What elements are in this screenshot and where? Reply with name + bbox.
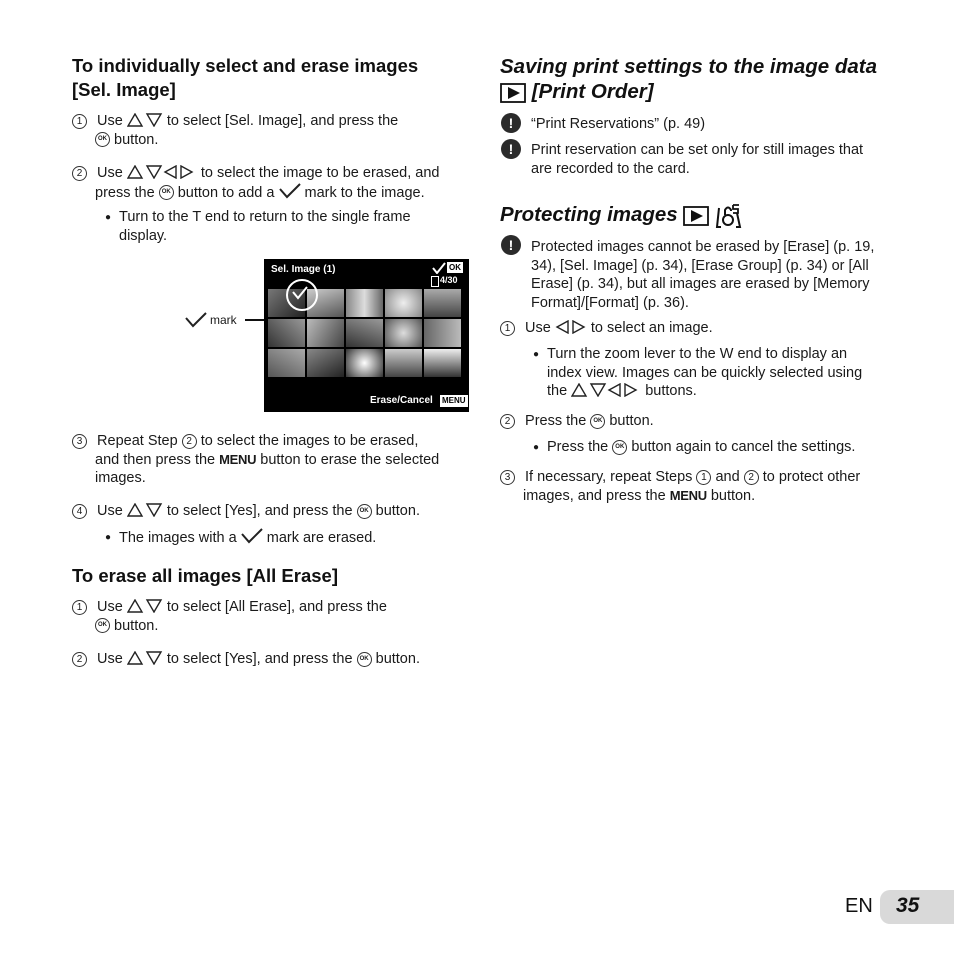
ok-badge: OK [449,263,461,272]
up-down-arrows-icon [127,651,163,665]
section-title-sel-image [72,54,418,102]
step-text: images. [95,470,146,486]
thumbnail[interactable] [385,349,422,377]
step-text: button. [375,503,420,519]
thumbnail[interactable] [385,319,422,347]
ok-button-icon: OK [590,414,605,429]
step-reference: 2 [744,470,759,485]
camera-screen [264,259,469,412]
note-text: “Print Reservations” (p. 49) [531,116,706,132]
ok-button-icon: OK [357,504,372,519]
title-line-2: [Sel. Image] [72,79,176,100]
step-text: Repeat Step [97,433,178,449]
title-line-1: To individually select and erase images [72,55,419,76]
thumbnail[interactable] [346,319,383,347]
title-text: Protecting images [500,203,678,226]
step-text: If necessary, repeat Steps [525,469,693,485]
note-line: Print reservation can be set only for still images that [531,142,864,158]
caution-icon: ! [501,139,521,159]
step-text: to select the images to be erased, [200,433,419,449]
ok-button-icon: OK [95,618,110,633]
bullet-item [105,528,475,548]
step-number: 1 [72,600,87,615]
bullet-icon: ● [533,349,540,360]
thumbnail[interactable] [346,289,383,317]
step-text: button. [609,413,654,429]
four-way-arrows-icon [571,383,641,397]
step-1 [72,598,472,635]
title-text: [Print Order] [531,80,654,103]
step-reference: 1 [696,470,711,485]
play-icon [500,83,526,103]
step-2 [72,164,472,202]
step-number: 1 [500,321,515,336]
step-2 [72,650,472,669]
bullet-text: button again to cancel the settings. [631,439,856,455]
screen-footer: Erase/Cancel [370,395,433,406]
step-text: Use [97,651,123,667]
menu-button-label: MENU [219,451,257,467]
thumbnail[interactable] [307,319,344,347]
section-title-protect [500,202,743,229]
step-text: to protect other [762,469,861,485]
language-label: EN [845,895,873,917]
step-text: Use [525,320,551,336]
step-text: button. [114,131,159,148]
play-icon [683,206,709,226]
bullet-text: mark are erased. [266,530,377,546]
caution-icon: ! [501,235,521,255]
thumbnail[interactable] [424,349,461,377]
bullet-icon: ● [105,212,112,223]
bullet-item [533,438,903,457]
protect-icon [715,203,743,229]
bullet-text: buttons. [645,383,697,399]
ok-button-icon: OK [612,440,627,455]
step-text: to select [All Erase], and press the [166,599,387,615]
bullet-text: Turn the zoom lever to the W end to display an [547,346,848,362]
step-text: Press the [525,413,587,429]
bullet-line [547,382,903,401]
bullet-item [533,345,903,401]
thumbnail[interactable] [268,349,305,377]
up-down-arrows-icon [127,599,163,613]
left-right-arrows-icon [555,320,587,334]
thumbnail[interactable] [307,349,344,377]
thumbnail[interactable] [424,289,461,317]
section-title-print-order [500,54,920,104]
ok-button-icon: OK [159,185,174,200]
thumbnail[interactable] [346,349,383,377]
bullet-item [105,208,475,245]
mark-label: mark [210,313,237,327]
note-line: Erase] (p. 34), but all images are erased by [Memory [531,276,870,292]
note-line: Protected images cannot be erased by [Erase] (p. 19, [531,239,875,255]
bullet-text: Turn to the T end to return to the single frame [119,209,411,225]
step-number: 1 [72,114,87,129]
thumbnail[interactable] [385,289,422,317]
step-text: mark to the image. [304,184,425,201]
up-down-arrows-icon [127,113,163,127]
note-text [531,141,911,178]
step-4 [72,502,472,521]
section-title-all-erase: To erase all images [All Erase] [72,565,338,586]
thumbnail[interactable] [268,319,305,347]
caution-icon: ! [501,113,521,133]
step-number: 2 [72,166,87,181]
step-text: press the [95,184,155,201]
step-text: and [715,469,740,485]
frame-counter: 4/30 [440,275,458,285]
check-mark-icon [241,528,263,544]
step-1 [72,112,472,149]
four-way-arrows-icon [127,165,197,179]
step-number: 2 [500,414,515,429]
step-text: button. [114,617,159,634]
step-text: button to erase the selected [260,451,440,468]
bullet-text: the [547,383,568,399]
up-down-arrows-icon [127,503,163,517]
step-2 [500,412,900,431]
ok-button-icon: OK [357,652,372,667]
step-reference: 2 [182,434,197,449]
step-text: button. [375,651,420,667]
note-text [531,238,911,312]
step-text: images, and press the [523,487,666,504]
note-line: Format]/[Format] (p. 36). [531,294,689,311]
step-3 [72,432,472,488]
step-text: Use [97,599,123,615]
bullet-text: Press the [547,439,609,455]
step-text: to select [Sel. Image], and press the [166,113,399,129]
step-1 [500,319,900,338]
step-number: 2 [72,652,87,667]
step-text: to select the image to be erased, and [200,165,440,181]
step-text: button. [710,487,756,504]
bullet-icon: ● [533,442,540,453]
check-mark-icon [432,262,446,274]
step-number: 4 [72,504,87,519]
step-text: to select [Yes], and press the [166,651,353,667]
note-line: are recorded to the card. [531,160,690,177]
menu-badge: MENU [442,396,466,405]
bullet-text: The images with a [119,530,237,546]
title-line-2 [500,79,920,104]
step-text: button to add a [177,184,275,201]
step-text: Use [97,165,123,181]
note-line: 34), [Sel. Image] (p. 34), [Erase Group] (p. 34) or [All [531,257,869,274]
bullet-icon: ● [105,532,112,543]
step-text: to select an image. [590,320,713,336]
step-text: to select [Yes], and press the [166,503,353,519]
check-mark-icon [185,312,207,328]
bullet-text: index view. Images can be quickly selected using [547,364,863,381]
ok-button-icon: OK [95,132,110,147]
step-text: and then press the [95,451,216,468]
title-line-1: Saving print settings to the image data [500,55,878,78]
step-text: Use [97,503,123,519]
thumbnail[interactable] [424,319,461,347]
check-mark-icon [279,183,301,199]
step-number: 3 [500,470,515,485]
menu-button-label: MENU [669,487,707,503]
bullet-text: display. [119,227,168,244]
screen-title: Sel. Image (1) [271,264,336,275]
step-text: Use [97,113,123,129]
check-mark-icon [292,286,308,300]
page-number-badge [880,890,954,924]
step-number: 3 [72,434,87,449]
card-icon [431,276,439,287]
step-3 [500,468,900,505]
page-number: 35 [896,894,920,917]
